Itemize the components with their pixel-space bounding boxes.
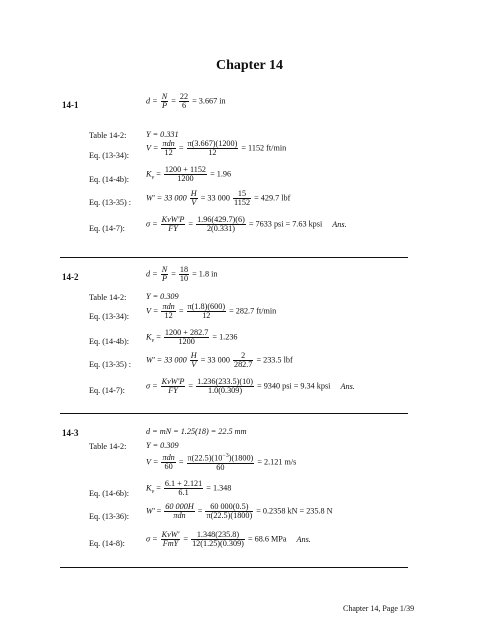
ref-label: Eq. (14-8):: [89, 539, 125, 548]
eq-diameter: d = mN = 1.25(18) = 22.5 mm: [146, 427, 247, 436]
eq-form-factor: Y = 0.309: [146, 441, 179, 450]
eq-tangential-load: W' = $\frac{60 000H}{\text{πdn}}$ = $\frac{60 000(0.5)}{\pi(22.5)(1800)}$ = 0.2358 kN = 235.8 N: [146, 502, 333, 521]
problem-number: 14-3: [62, 428, 79, 438]
ref-label: Eq. (14-4b):: [89, 337, 130, 346]
eq-bending-stress: σ = $\frac{\text{KvW'P}}{FY}$ = $\frac{1.236(233.5)(10)}{1.0(0.309)}$ = 9340 psi = 9.34 kpsi Ans.: [146, 377, 355, 396]
ref-label: Eq. (13-35) :: [89, 198, 132, 207]
ref-label: Eq. (14-7):: [89, 224, 125, 233]
eq-velocity: V = $\frac{\text{πdn}}{60}$ = $\frac{\pi(22.5)(10^{-3})(1800)}{60}$ = 2.121 m/s: [146, 452, 297, 472]
eq-form-factor: Y = 0.331: [146, 130, 179, 139]
ref-label: Eq. (14-7):: [89, 386, 125, 395]
eq-velocity-factor: $K_v$ = $\frac{6.1 + 2.121}{6.1}$ = 1.348: [146, 479, 232, 498]
eq-tangential-load: W' = 33 000 $\frac{H}{V}$ = 33 000 $\frac{15}{1152}$ = 429.7 lbf: [146, 189, 291, 208]
section-divider: [60, 567, 408, 568]
eq-velocity: V = $\frac{\text{πdn}}{12}$ = $\frac{\pi(1.8)(600)}{12}$ = 282.7 ft/min: [146, 302, 277, 321]
page-footer: Chapter 14, Page 1/39: [343, 604, 415, 613]
ref-label: Eq. (14-6b):: [89, 489, 130, 498]
eq-velocity-factor: $K_v$ = $\frac{1200 + 1152}{1200}$ = 1.96: [146, 165, 232, 184]
ref-label: Eq. (13-34):: [89, 151, 130, 160]
eq-tangential-load: W' = 33 000 $\frac{H}{V}$ = 33 000 $\frac{2}{282.7}$ = 233.5 lbf: [146, 351, 293, 370]
page-title: Chapter 14: [216, 58, 284, 73]
eq-diameter: d = $\frac{N}{P}$ = $\frac{22}{6}$ = 3.667 in: [146, 92, 226, 111]
ref-label: Eq. (13-35) :: [89, 360, 132, 369]
section-divider: [60, 413, 408, 414]
eq-diameter: d = $\frac{N}{P}$ = $\frac{18}{10}$ = 1.8 in: [146, 265, 218, 284]
ref-label: Eq. (13-36):: [89, 512, 130, 521]
ref-label: Table 14-2:: [89, 293, 127, 302]
eq-velocity-factor: $K_v$ = $\frac{1200 + 282.7}{1200}$ = 1.236: [146, 328, 238, 347]
eq-bending-stress: σ = $\frac{\text{KvW'P}}{FY}$ = $\frac{1.96(429.7)(6)}{2(0.331)}$ = 7633 psi = 7.63 kpsi Ans.: [146, 215, 347, 234]
ref-label: Table 14-2:: [89, 131, 127, 140]
eq-form-factor: Y = 0.309: [146, 292, 179, 301]
problem-number: 14-1: [62, 100, 79, 110]
ref-label: Eq. (14-4b):: [89, 175, 130, 184]
eq-bending-stress: σ = $\frac{\text{KvW'}}{\text{FmY}}$ = $\frac{1.348(235.8)}{12(1.25)(0.309)}$ = 68.6 MPa Ans.: [146, 530, 311, 549]
ref-label: Eq. (13-34):: [89, 312, 130, 321]
ref-label: Table 14-2:: [89, 442, 127, 451]
eq-velocity: V = $\frac{\text{πdn}}{12}$ = $\frac{\pi(3.667)(1200)}{12}$ = 1152 ft/min: [146, 139, 287, 158]
problem-number: 14-2: [62, 272, 79, 282]
section-divider: [60, 257, 408, 258]
